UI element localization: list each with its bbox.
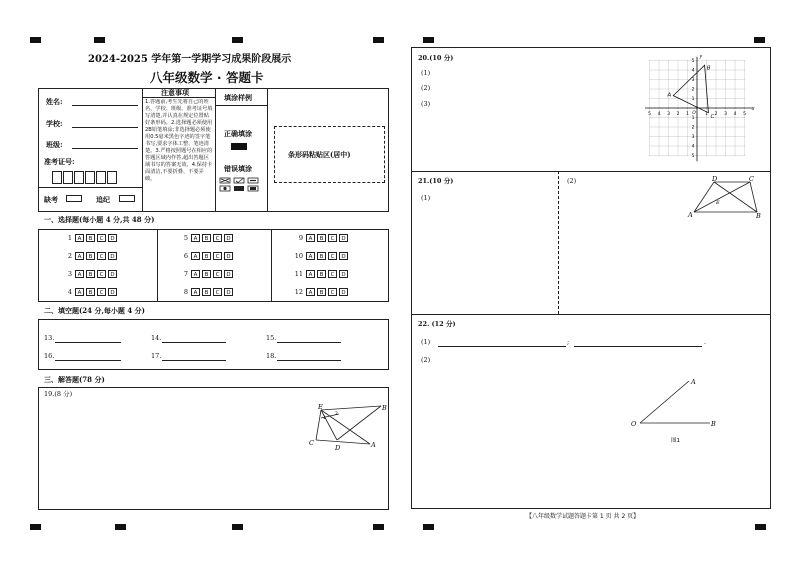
choice-question [176,270,235,278]
choice-option[interactable]: C [328,252,337,260]
y-tick-label: 5 [691,59,695,64]
choice-option[interactable]: C [97,288,106,296]
absent-label: 缺考 [44,195,58,204]
question-number: 6 [183,252,188,260]
question-number: 8 [183,288,188,296]
choice-option[interactable]: D [339,234,348,242]
choice-option[interactable]: A [191,270,200,278]
question-number: 2 [67,252,72,260]
q22-separator: ; [567,338,570,346]
x-tick-label: 1 [686,112,689,117]
origin-label: O [692,111,696,116]
choice-option[interactable]: A [191,234,200,242]
y-tick-label: 1 [691,116,695,121]
section-fill-title: 二、填空题(24 分,每小题 4 分) [44,306,145,315]
choice-option[interactable]: D [108,288,117,296]
q22-point-b: B [711,420,716,428]
question-number: 5 [183,234,188,242]
x-tick-label: 3 [667,112,670,117]
section-solve-title: 三、解答题(78 分) [44,375,105,384]
exam-id-cell[interactable] [52,171,62,184]
q20-part2: (2) [421,84,431,92]
fill-q16: 16. [44,352,55,360]
exam-id-cell[interactable] [107,171,117,184]
timing-mark [30,37,41,43]
x-tick-label: 2 [676,112,680,117]
x-tick-label: 4 [657,112,661,117]
class-label: 班级: [46,140,63,149]
x-tick-label: 5 [743,112,746,117]
fill-q14: 14. [151,334,162,342]
choice-option[interactable]: A [75,252,84,260]
q22-point-a: A [691,378,696,386]
name-field[interactable] [72,105,138,106]
school-label: 学校: [46,119,63,128]
choice-option[interactable]: D [339,288,348,296]
x-tick-label: 5 [648,112,651,117]
q22-part2: (2) [421,356,431,364]
choice-option[interactable]: C [213,288,222,296]
choice-option[interactable]: B [202,234,211,242]
y-tick-label: 2 [691,125,695,131]
choice-option[interactable]: D [339,252,348,260]
q19-angle-2: 2 [335,412,338,417]
timing-mark [423,37,434,43]
timing-mark [94,37,105,43]
choice-question [60,252,119,260]
timing-mark [373,37,384,43]
fill-q15: 15. [266,334,277,342]
exam-id-label: 准考证号: [44,157,75,166]
x-tick-label: 2 [714,112,718,117]
x-tick-label: 3 [724,112,727,117]
fill-answer-line[interactable] [277,360,341,361]
q21-point-a: A [688,211,693,219]
q21-point-b: B [756,212,761,220]
point-b-label: B [706,65,711,72]
makeup-label: 追纪 [96,195,110,204]
correct-fill-label: 正确填涂 [224,129,252,138]
q20-part3: (3) [421,100,431,108]
y-axis-label: y [699,55,703,60]
y-tick-label: 4 [691,68,695,74]
page-subtitle: 八年级数学 · 答题卡 [150,70,264,85]
choice-option[interactable]: B [86,270,95,278]
q22-end: . [704,338,707,346]
choice-option[interactable]: B [202,270,211,278]
q19-point-c: C [309,439,314,447]
choice-question [176,234,235,242]
wrong-fill-label: 错误填涂 [224,164,252,173]
timing-mark [755,524,766,530]
section-choice-title: 一、选择题(每小题 4 分,共 48 分) [44,215,155,224]
fill-answer-line[interactable] [162,360,226,361]
choice-question [176,288,235,296]
makeup-checkbox[interactable] [119,195,135,202]
q21-point-e: E [716,200,720,206]
q20-label: 20.(10 分) [418,54,454,62]
class-field[interactable] [72,148,138,149]
point-a-label: A [667,92,672,99]
y-tick-label: 3 [691,135,695,140]
name-label: 姓名: [46,97,63,106]
choice-option[interactable]: D [224,252,233,260]
timing-mark [754,37,765,43]
q19-figure [304,400,388,454]
q22-point-o: O [631,420,637,428]
choice-option[interactable]: A [306,270,315,278]
choice-option[interactable]: C [328,234,337,242]
choice-question [291,288,350,296]
q20-part1: (1) [421,69,431,77]
choice-option[interactable]: C [213,234,222,242]
question-number: 4 [67,288,72,296]
y-tick-label: 3 [691,78,695,83]
page-title: 2024-2025 学年第一学期学习成果阶段展示 [88,54,292,65]
absent-checkbox[interactable] [66,195,82,202]
q22-figure [625,372,725,447]
question-number: 11 [294,270,303,278]
exam-id-cell[interactable] [85,171,95,184]
choice-option[interactable]: B [317,270,326,278]
choice-option[interactable]: B [317,288,326,296]
choice-option[interactable]: D [108,252,117,260]
choice-option[interactable]: D [224,288,233,296]
notice-text: 1.答题前,考生先将自己的姓名、学校、班级、准考证号填写清楚,并认真在规定位置贴好条形码。2.选择题必须使用2B铅笔填涂;非选择题必须使用0.5毫米黑色字迹的签字笔书写,要求字体工整、笔迹清楚。3.严格按照题号在相应的答题区域内作答,超出答题区域书写的答案无效。4.保持卡面清洁,不要折叠、不要弄破。 [145,99,213,182]
choice-option[interactable]: C [97,252,106,260]
y-tick-label: 2 [691,87,695,93]
question-number: 12 [294,288,303,296]
choice-option[interactable]: D [108,270,117,278]
q21-label: 21.(10 分) [418,177,454,185]
choice-option[interactable]: D [224,234,233,242]
choice-option[interactable]: A [191,288,200,296]
choice-option[interactable]: C [213,270,222,278]
choice-question [60,270,119,278]
fill-answer-line[interactable] [277,342,341,343]
q19-label: 19.(8 分) [44,390,73,398]
timing-mark [423,524,434,530]
notice-title: 注意事项 [161,88,189,97]
fill-answer-line[interactable] [55,342,121,343]
choice-option[interactable]: D [108,234,117,242]
choice-option[interactable]: A [306,252,315,260]
barcode-label: 条形码粘贴区(居中) [288,150,351,159]
choice-option[interactable]: C [328,288,337,296]
y-tick-label: 4 [691,144,695,150]
choice-option[interactable]: B [317,234,326,242]
choice-option[interactable]: A [306,288,315,296]
choice-question [291,270,350,278]
q21-part2: (2) [567,177,577,185]
y-tick-label: 1 [691,97,695,102]
q19-angle-1: 1 [323,416,326,421]
timing-mark [232,37,243,43]
x-tick-label: 1 [705,112,708,117]
wrong-fill-samples [219,177,263,193]
timing-mark [232,524,243,530]
choice-question [60,234,119,242]
choice-option[interactable]: B [86,288,95,296]
q22-figure-caption: 图1 [671,438,680,444]
q22-label: 22. (12 分) [418,320,456,328]
x-axis-label: x [751,106,755,112]
q20-coordinate-grid [645,55,765,165]
q22-part1: (1) [421,338,431,346]
choice-question [291,252,350,260]
question-number: 7 [183,270,188,278]
question-number: 9 [298,234,303,242]
page-footer: 【八年级数学试题答题卡第 1 页 共 2 页】 [526,513,640,520]
fill-answer-line[interactable] [162,342,226,343]
choice-option[interactable]: D [224,270,233,278]
choice-option[interactable]: B [86,252,95,260]
q19-point-b: B [382,404,387,412]
q19-point-d: D [335,444,341,452]
question-number: 10 [294,252,303,260]
choice-option[interactable]: A [75,270,84,278]
q22-answer-line-1[interactable] [438,346,566,347]
timing-mark [115,524,126,530]
choice-question [176,252,235,260]
question-number: 3 [67,270,72,278]
choice-option[interactable]: B [202,252,211,260]
y-tick-label: 5 [691,154,695,159]
choice-option[interactable]: B [202,288,211,296]
choice-option[interactable]: A [191,252,200,260]
school-field[interactable] [72,127,138,128]
q21-point-c: C [749,175,754,183]
fill-answer-line[interactable] [55,360,121,361]
choice-option[interactable]: B [86,234,95,242]
timing-mark [373,524,384,530]
fill-q13: 13. [44,334,55,342]
x-tick-label: 4 [733,112,737,117]
choice-option[interactable]: D [339,270,348,278]
exam-id-cell[interactable] [63,171,73,184]
q19-point-a: A [371,441,376,449]
q21-point-d: D [712,175,718,183]
choice-option[interactable]: B [317,252,326,260]
fill-q18: 18. [266,352,277,360]
fill-box [38,319,389,370]
q22-answer-line-2[interactable] [574,346,702,347]
fill-q17: 17. [151,352,162,360]
q19-point-e: E [318,403,323,411]
q21-figure [686,172,766,222]
choice-option[interactable]: A [306,234,315,242]
choice-option[interactable]: C [213,252,222,260]
fill-sample-title: 填涂样例 [224,93,252,102]
q21-part1: (1) [421,194,431,202]
choice-option[interactable]: A [75,288,84,296]
choice-option[interactable]: A [75,234,84,242]
exam-id-cell[interactable] [96,171,106,184]
choice-option[interactable]: C [97,234,106,242]
choice-option[interactable]: C [328,270,337,278]
question-number: 1 [67,234,72,242]
timing-mark [30,524,41,530]
point-c-label: C [710,113,715,120]
choice-question [291,234,350,242]
exam-id-cell[interactable] [74,171,84,184]
correct-fill-sample [231,143,247,150]
choice-question [60,288,119,296]
choice-option[interactable]: C [97,270,106,278]
